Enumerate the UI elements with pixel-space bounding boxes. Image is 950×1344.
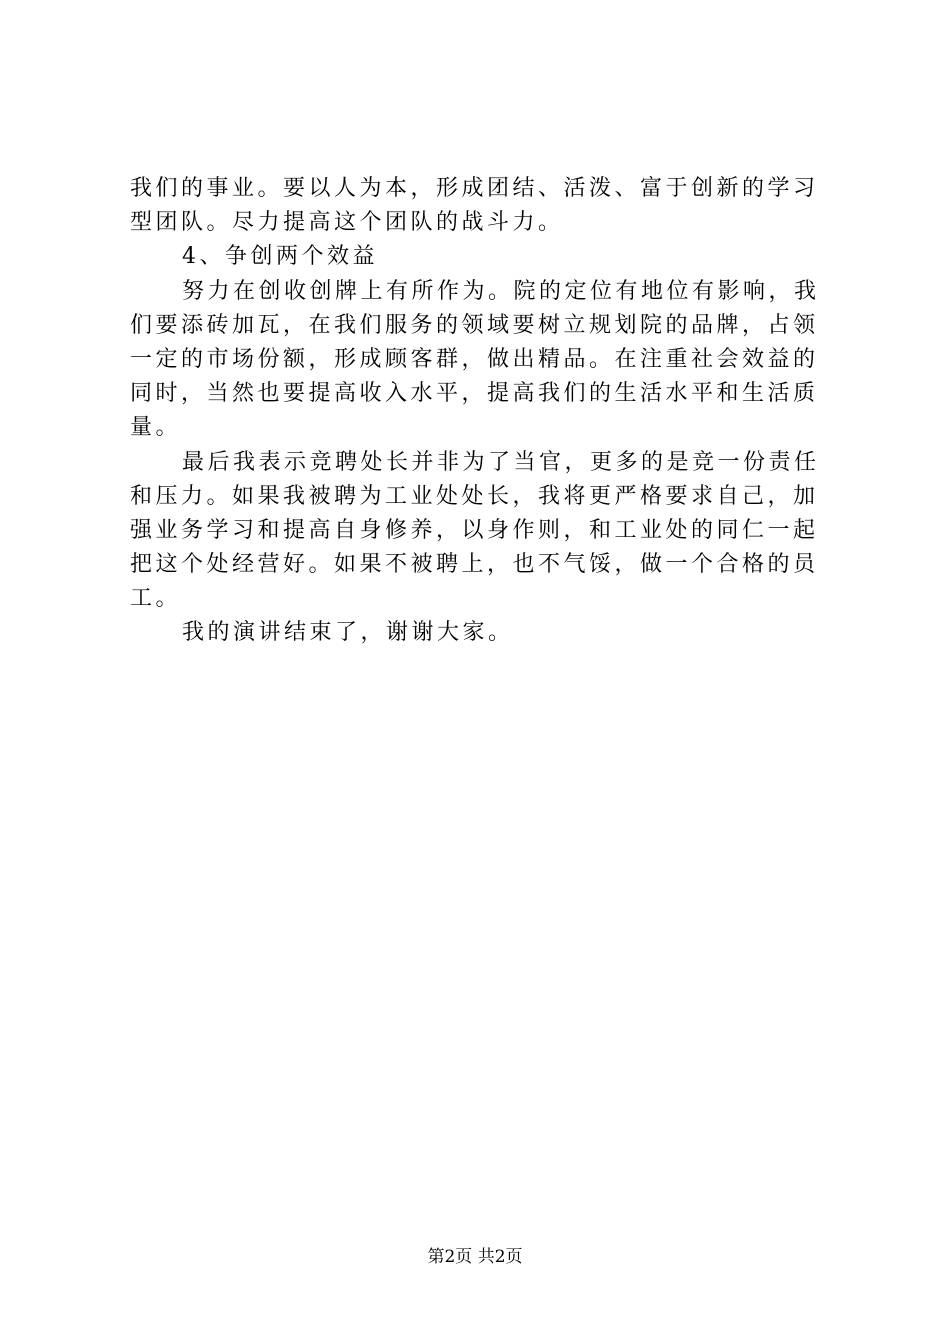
body-line: 一定的市场份额，形成顾客群，做出精品。在注重社会效益的 [130,346,819,372]
body-line: 同时，当然也要提高收入水平，提高我们的生活水平和生活质 [130,381,819,407]
body-line: 我们的事业。要以人为本，形成团结、活泼、富于创新的学习 [130,176,819,201]
body-line: 努力在创收创牌上有所作为。院的定位有地位有影响，我 [182,278,820,304]
body-line: 量。 [130,415,182,441]
page-number-footer: 第2页 共2页 [427,1247,523,1267]
body-line: 工。 [130,586,182,612]
body-line: 和压力。如果我被聘为工业处处长，我将更严格要求自己，加 [130,483,819,509]
body-line: 最后我表示竞聘处长并非为了当官，更多的是竞一份责任 [182,449,820,475]
body-line: 我的演讲结束了，谢谢大家。 [182,620,514,646]
body-line: 把这个处经营好。如果不被聘上，也不气馁，做一个合格的员 [130,552,819,578]
document-body [130,172,830,651]
body-line: 型团队。尽力提高这个团队的战斗力。 [130,210,564,236]
body-line: 强业务学习和提高自身修养，以身作则，和工业处的同仁一起 [130,517,819,543]
section-heading: 4、争创两个效益 [182,244,378,270]
body-line: 们要添砖加瓦，在我们服务的领域要树立规划院的品牌，占领 [130,312,819,338]
